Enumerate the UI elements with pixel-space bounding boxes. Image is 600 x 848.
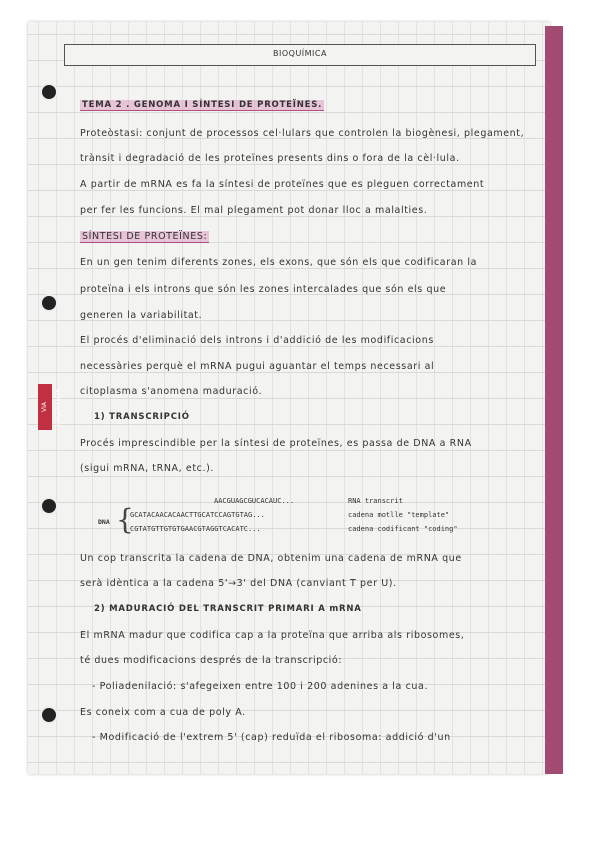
brand-logo-text: VIA ENSEÑANZA [41,388,62,426]
note-line: El procés d'eliminació dels introns i d'addició de les modificacions [80,335,434,346]
note-line: (sigui mRNA, tRNA, etc.). [80,463,215,474]
page-header [64,44,536,66]
rna-strand-label: RNA transcrit [348,497,403,505]
note-line: Es coneix com a cua de poly A. [80,707,246,718]
highlighted-text: TEMA 2 . GENOMA I SÍNTESI DE PROTEÏNES. [82,100,323,110]
note-line: Un cop transcrita la cadena de DNA, obtenim una cadena de mRNA que [80,553,462,564]
dna-template-strand: GCATACAACACAACTTGCATCCAGTGTAG... [130,511,265,519]
highlighted-text: SÍNTESI DE PROTEÏNES: [82,231,208,242]
note-line: trànsit i degradació de les proteïnes presents dins o fora de la cèl·lula. [80,153,460,164]
dna-coding-label: cadena codificant "coding" [348,525,458,533]
note-line: per fer les funcions. El mal plegament pot donar lloc a malalties. [80,205,428,216]
page-margin-bar [545,26,563,774]
dna-brace: { [116,503,134,536]
binder-hole-icon [40,706,58,724]
note-line: generen la variabilitat. [80,310,203,321]
note-line: El mRNA madur que codifica cap a la proteïna que arriba als ribosomes, [80,630,465,641]
note-line [80,100,324,110]
note-line: necessàries perquè el mRNA pugui aguantar el temps necessari al [80,361,435,372]
note-line: - Poliadenilació: s'afegeixen entre 100 i 200 adenines a la cua. [92,681,429,692]
note-line: citoplasma s'anomena maduració. [80,386,263,397]
note-line: té dues modificacions després de la transcripció: [80,655,343,666]
note-line: Proteòstasi: conjunt de processos cel·lulars que controlen la biogènesi, plegament, [80,128,525,139]
note-line: A partir de mRNA es fa la síntesi de proteïnes que es pleguen correctament [80,179,485,190]
binder-hole-icon [40,83,58,101]
rna-strand: AACGUAGCGUCACAUC... [214,497,295,505]
dna-label: DNA [98,518,110,526]
note-line: serà idèntica a la cadena 5'→3' del DNA (canviant T per U). [80,578,397,589]
note-line: 1) TRANSCRIPCIÓ [94,412,190,422]
binder-hole-icon [40,294,58,312]
dna-coding-strand: CGTATGTTGTGTGAACGTAGGTCACATC... [130,525,261,533]
note-line: En un gen tenim diferents zones, els exons, que són els que codificaran la [80,257,478,268]
note-line: 2) MADURACIÓ DEL TRANSCRIT PRIMARI A mRNA [94,604,362,614]
binder-hole-icon [40,497,58,515]
note-line: proteïna i els introns que són les zones intercalades que són els que [80,284,447,295]
note-line: Procés imprescindible per la síntesi de proteïnes, es passa de DNA a RNA [80,438,472,449]
page-title: BIOQUÍMICA [273,49,327,58]
dna-template-label: cadena motlle "template" [348,511,450,519]
note-line [80,231,209,242]
note-line: - Modificació de l'extrem 5' (cap) reduïda el ribosoma: addició d'un [92,732,451,743]
